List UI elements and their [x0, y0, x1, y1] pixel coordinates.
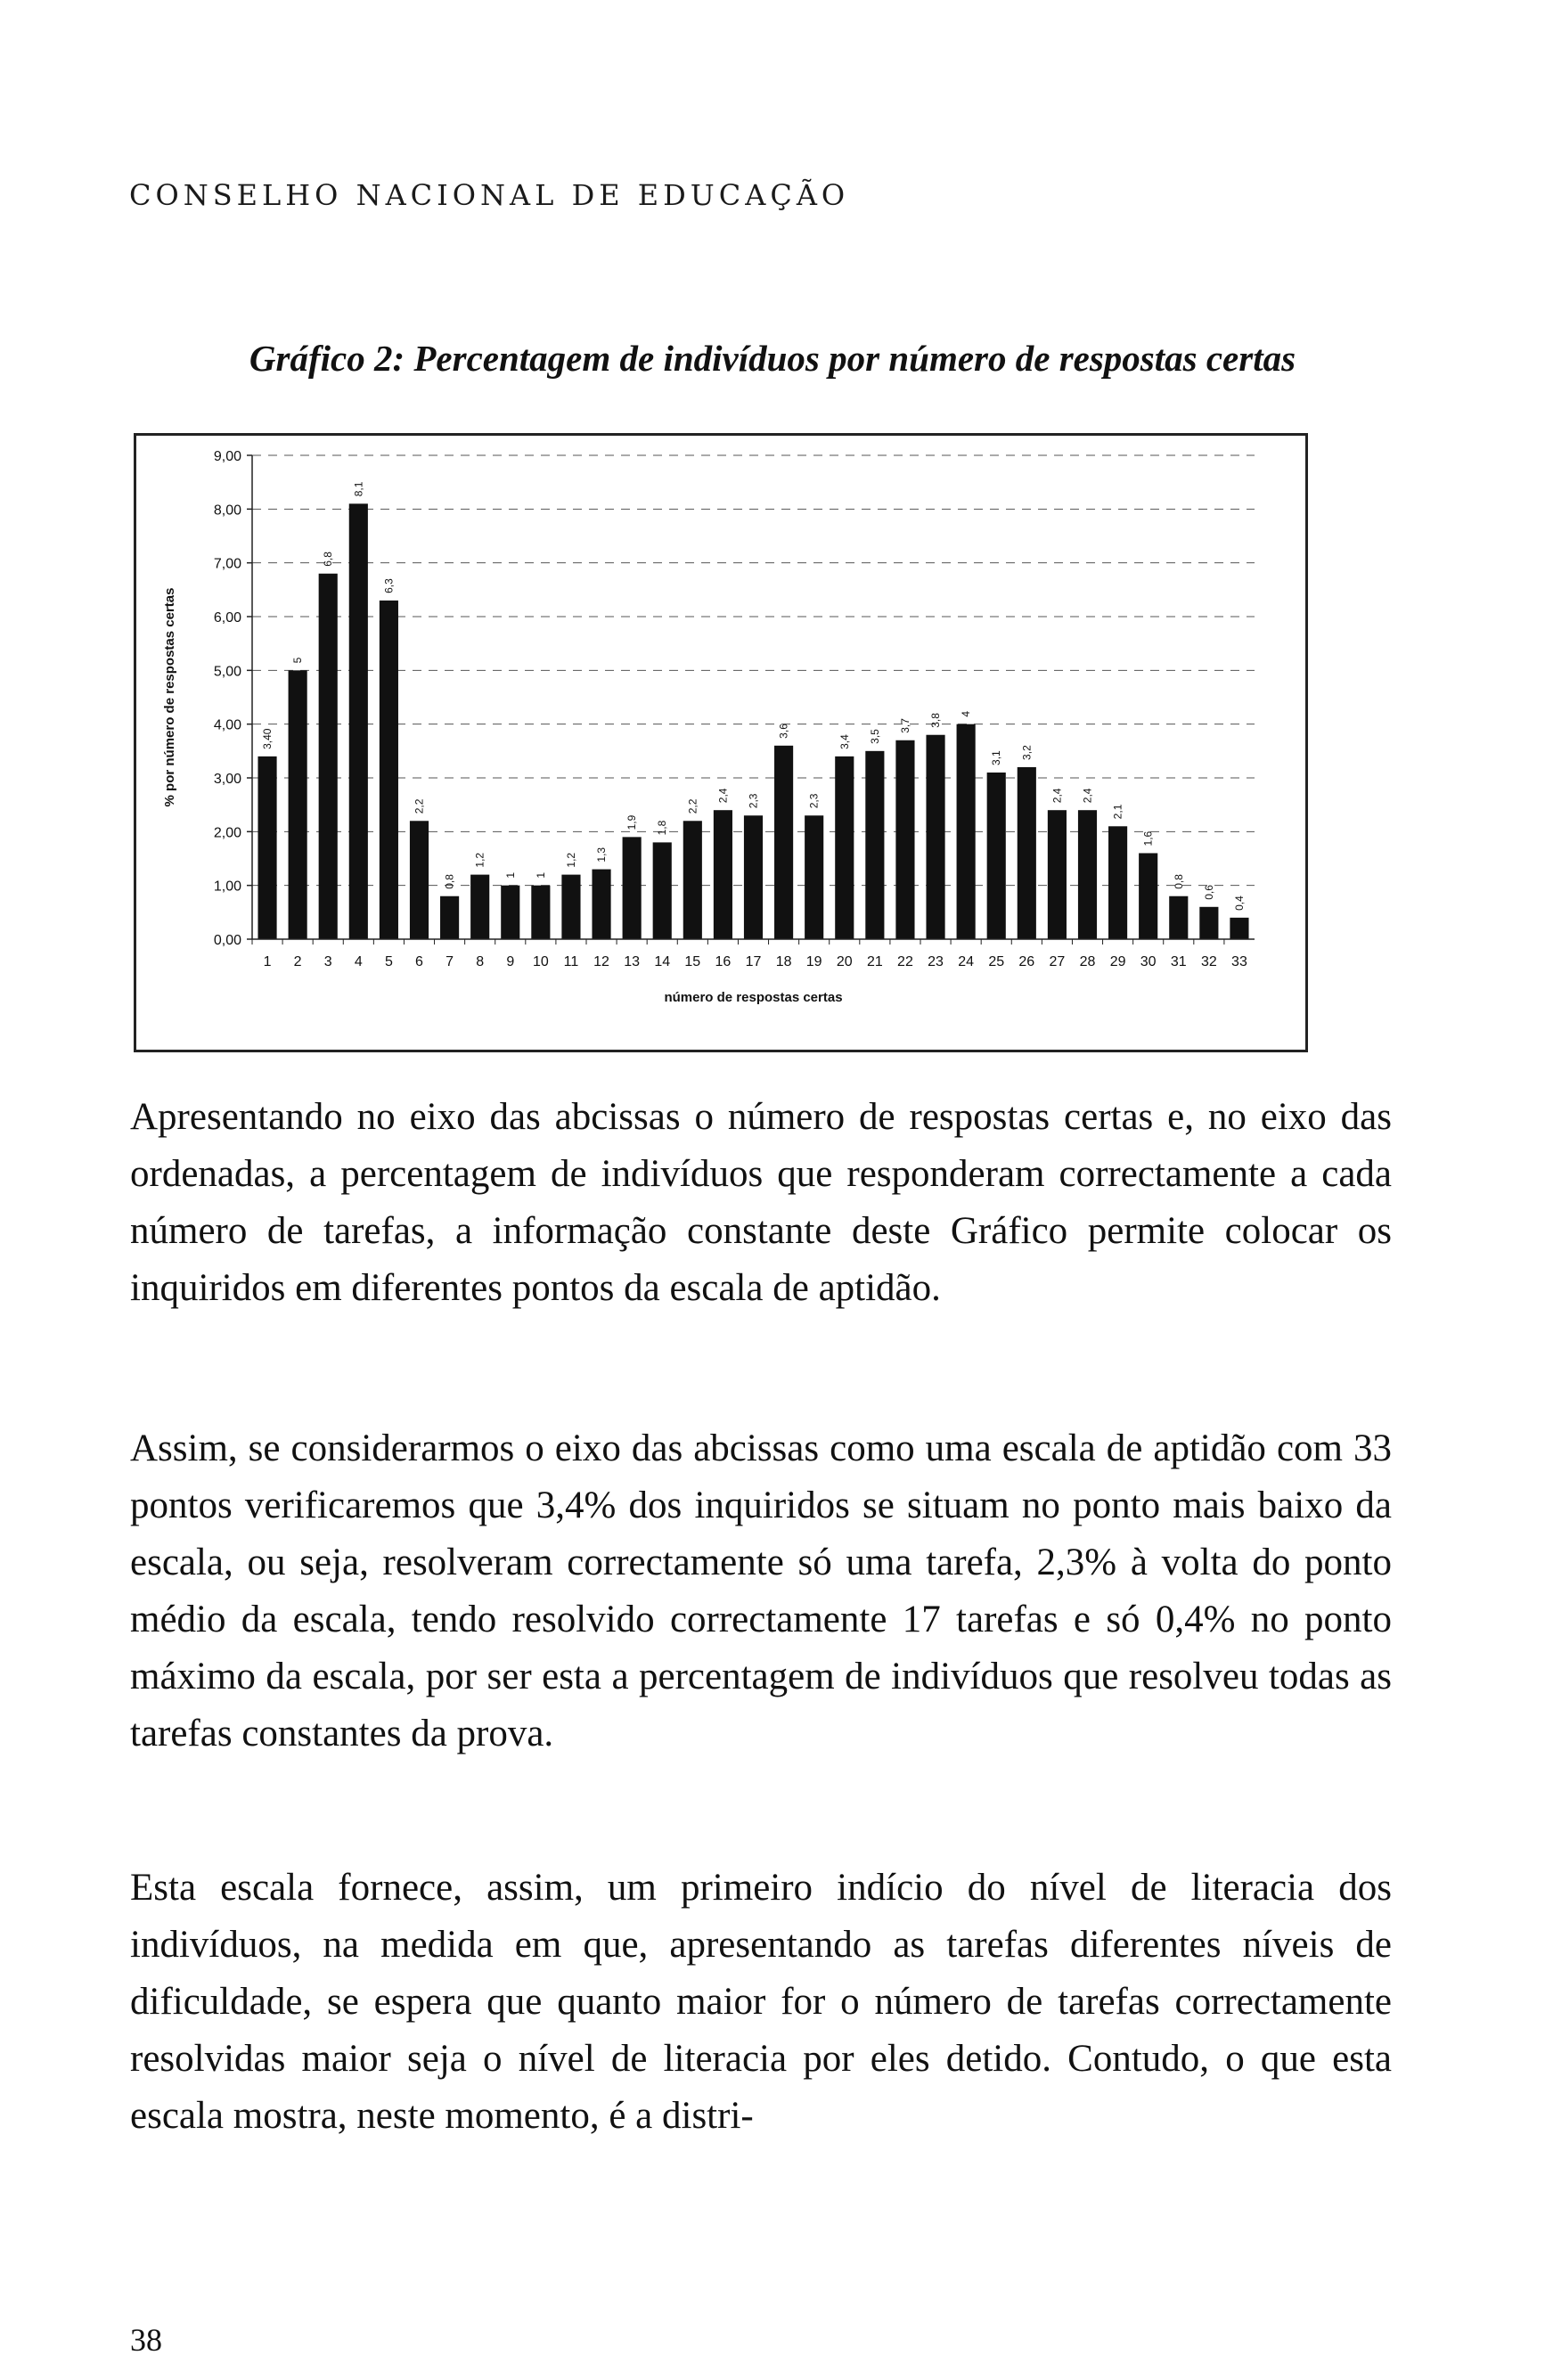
x-tick-label: 17	[745, 954, 762, 969]
x-tick-label: 11	[563, 954, 579, 969]
bar	[683, 821, 702, 939]
paragraph-2: Assim, se considerarmos o eixo das abcissas como uma escala de aptidão com 33 pontos verificaremos que 3,4% dos inquiridos se situam no ponto mais baixo da escala, ou seja, resolveram correctamente só uma tarefa, 2,3% à volta do ponto médio da escala, tendo resolvido correctamente 17 tarefas e só 0,4% no ponto máximo da escala, por ser esta a percentagem de indivíduos que resolveu todas as tarefas constantes da prova.	[130, 1427, 1392, 1754]
y-tick-label: 3,00	[213, 772, 241, 787]
bar	[410, 821, 429, 939]
data-label: 1,8	[656, 820, 669, 836]
x-tick-label: 14	[654, 954, 671, 969]
bar	[1048, 810, 1067, 939]
bar	[714, 810, 732, 939]
data-label: 4	[960, 710, 973, 717]
bar	[653, 842, 672, 939]
data-label: 1,6	[1141, 830, 1155, 846]
data-label: 3,8	[929, 713, 943, 728]
data-label: 2,2	[686, 798, 699, 814]
x-tick-label: 23	[928, 954, 944, 969]
bar	[1230, 918, 1248, 939]
y-tick-label: 0,00	[213, 933, 241, 948]
x-tick-label: 13	[624, 954, 641, 969]
bar	[349, 503, 368, 939]
data-label: 6,3	[382, 578, 396, 593]
x-tick-label: 30	[1140, 954, 1157, 969]
x-tick-label: 6	[415, 954, 423, 969]
y-tick-label: 5,00	[213, 664, 241, 680]
data-label: 0,6	[1202, 885, 1215, 900]
bar	[623, 837, 642, 939]
bar	[258, 757, 276, 939]
bar	[440, 896, 459, 939]
x-tick-label: 4	[354, 954, 363, 969]
bar	[1139, 853, 1157, 939]
bar	[1169, 896, 1188, 939]
x-tick-label: 1	[263, 954, 272, 969]
y-tick-label: 6,00	[213, 610, 241, 626]
x-tick-label: 31	[1170, 954, 1187, 969]
bar	[926, 735, 944, 939]
bar	[561, 875, 580, 939]
data-label: 2,4	[1081, 788, 1094, 804]
data-label: 2,4	[1050, 788, 1064, 804]
data-label: 3,5	[868, 729, 881, 744]
bar	[805, 815, 823, 939]
bar	[501, 886, 519, 939]
x-tick-label: 8	[476, 954, 485, 969]
data-label: 3,40	[261, 728, 274, 749]
x-tick-label: 19	[805, 954, 822, 969]
bar	[774, 746, 793, 939]
x-tick-label: 33	[1231, 954, 1247, 969]
x-tick-label: 12	[593, 954, 609, 969]
y-tick-label: 7,00	[213, 556, 241, 572]
x-tick-label: 27	[1049, 954, 1066, 969]
data-label: 3,1	[990, 750, 1003, 765]
y-axis-ticks	[214, 449, 252, 948]
bar	[470, 875, 489, 939]
bar	[319, 574, 338, 939]
x-tick-label: 10	[532, 954, 549, 969]
data-label: 0,8	[1172, 874, 1185, 889]
x-tick-label: 7	[446, 954, 454, 969]
data-label: 2,4	[716, 788, 730, 804]
y-tick-label: 8,00	[213, 503, 241, 519]
y-tick-label: 2,00	[213, 825, 241, 841]
x-axis-title: número de respostas certas	[664, 990, 843, 1005]
y-axis-title: % por número de respostas certas	[162, 587, 177, 807]
x-tick-label: 28	[1079, 954, 1096, 969]
bar	[1018, 767, 1036, 939]
y-tick-label: 9,00	[213, 449, 241, 464]
bar	[895, 740, 914, 939]
bar	[531, 886, 550, 939]
x-axis-ticks	[252, 939, 1247, 969]
x-tick-label: 16	[715, 954, 732, 969]
data-label: 3,2	[1020, 745, 1034, 760]
x-tick-label: 2	[293, 954, 302, 969]
data-label: 5	[291, 657, 305, 664]
data-label: 1,2	[473, 852, 486, 868]
bar	[987, 773, 1006, 939]
running-header: CONSELHO NACIONAL DE EDUCAÇÃO	[129, 178, 850, 212]
chart-frame	[134, 433, 1308, 1052]
paragraph-1: Apresentando no eixo das abcissas o número de respostas certas e, no eixo das ordenadas, a percentagem de indivíduos que responderam correctamente a cada número de tarefas, a informação constante deste Gráfico permite colocar os inquiridos em diferentes pontos da escala de aptidão.	[130, 1096, 1392, 1309]
x-tick-label: 15	[684, 954, 701, 969]
bar	[592, 870, 610, 939]
x-tick-label: 32	[1200, 954, 1217, 969]
y-tick-label: 1,00	[213, 879, 241, 895]
data-label: 3,7	[898, 718, 911, 733]
x-tick-label: 22	[897, 954, 913, 969]
data-label: 1,3	[595, 846, 609, 863]
bar	[957, 724, 976, 939]
figure-caption: Gráfico 2: Percentagem de indivíduos por número de respostas certas	[249, 338, 1296, 379]
data-label: 6,8	[322, 552, 335, 567]
x-tick-label: 29	[1109, 954, 1126, 969]
data-label: 1	[503, 871, 517, 879]
data-label: 8,1	[352, 481, 365, 497]
x-tick-label: 18	[775, 954, 792, 969]
x-tick-label: 9	[506, 954, 515, 969]
data-label: 2,1	[1111, 804, 1124, 820]
data-label: 2,2	[413, 798, 426, 814]
x-tick-label: 21	[866, 954, 883, 969]
x-tick-label: 24	[958, 954, 975, 969]
bar	[744, 815, 763, 939]
x-tick-label: 25	[988, 954, 1005, 969]
data-label: 3,6	[777, 724, 790, 739]
bar	[380, 601, 398, 939]
y-tick-label: 4,00	[213, 717, 241, 733]
bar-chart	[136, 436, 1305, 1050]
x-tick-label: 26	[1018, 954, 1035, 969]
bar	[835, 757, 854, 939]
paragraph-3: Esta escala fornece, assim, um primeiro indício do nível de literacia dos indivíduos, na medida em que, apresentando as tarefas diferentes níveis de dificuldade, se espera que quanto maior for o número de tarefas correctamente resolvidas maior seja o nível de literacia por eles detido. Contudo, o que esta escala mostra, neste momento, é a distri-	[130, 1867, 1392, 2137]
x-tick-label: 5	[384, 954, 393, 969]
page-number: 38	[130, 2322, 162, 2358]
data-label: 3,4	[838, 734, 851, 749]
x-tick-label: 20	[836, 954, 853, 969]
bar	[1199, 907, 1218, 939]
bars	[258, 503, 1248, 939]
data-label: 1,9	[625, 814, 639, 830]
data-label: 1	[534, 871, 547, 879]
data-label: 0,8	[443, 874, 456, 889]
bar	[289, 670, 307, 939]
bar	[865, 751, 884, 939]
data-label: 0,4	[1232, 896, 1246, 911]
data-label: 2,3	[807, 793, 821, 809]
data-label: 1,2	[564, 852, 577, 868]
x-tick-label: 3	[323, 954, 332, 969]
data-label: 2,3	[747, 793, 760, 809]
bar	[1078, 810, 1097, 939]
bar	[1108, 826, 1127, 939]
